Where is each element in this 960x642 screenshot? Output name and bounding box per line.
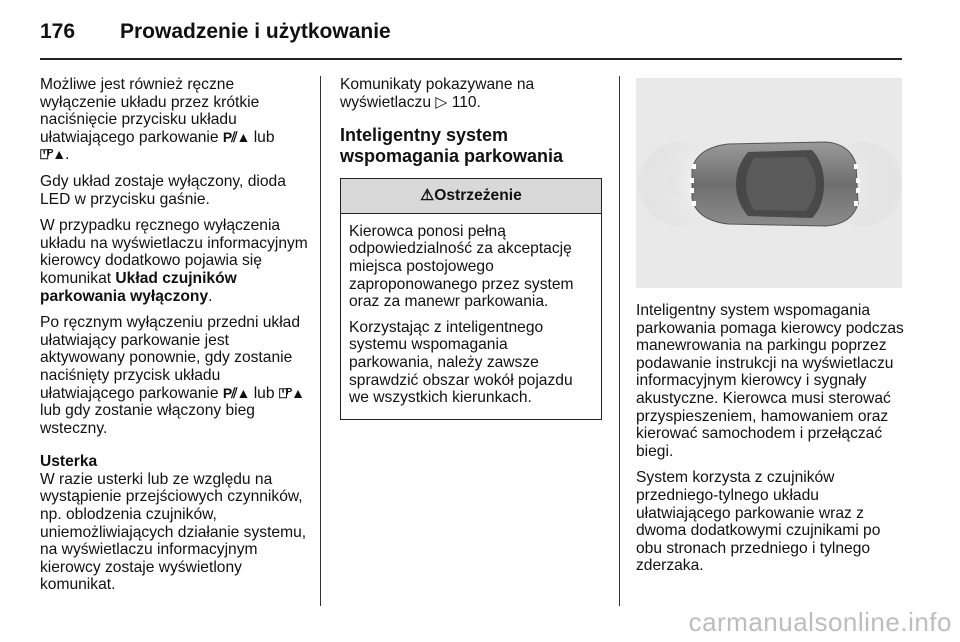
paragraph-reactivation: Po ręcznym wyłączeniu przedni układ ułatwiający parkowanie jest aktywowany ponownie, gdy zostanie naciśnięty przycisk układu ułatwiającego parkowanie P⫽▲ lub ⍞ᴾ▲ lub gdy zostanie włączony bieg wsteczny. xyxy=(40,314,305,437)
page-header xyxy=(40,14,920,50)
paragraph-sensors: System korzysta z czujników przedniego-tylnego układu ułatwiającego parkowanie wraz z dwoma dodatkowymi czujnikami po obu stronach przedniego i tylnego zderzaka. xyxy=(636,469,881,575)
paragraph-led: Gdy układ zostaje wyłączony, dioda LED w przycisku gaśnie. xyxy=(40,172,286,208)
paragraph-system-description: Inteligentny system wspomagania parkowania pomaga kierowcy podczas manewrowania na parkingu poprzez podawanie instrukcji na wyświetlaczu informacyjnym kierowcy i sygnały akustyczne. Kierowca musi sterować przyspieszeniem, hamowaniem oraz kierować samochodem i przełączać biegi. xyxy=(636,302,904,460)
car-glass xyxy=(746,157,816,211)
parking-assist-icon: P⫽▲ xyxy=(222,384,250,401)
warning-paragraph: Korzystając z inteligentnego systemu wspomagania parkowania, należy zawsze sprawdzić obszar wokół pojazdu we wszystkich kierunkach. xyxy=(349,318,573,407)
warning-paragraph: Kierowca ponosi pełną odpowiedzialność za akceptację miejsca postojowego zaproponowanego przez system oraz za manewr parkowania. xyxy=(349,222,574,311)
paragraph-intro: Komunikaty pokazywane na wyświetlaczu ▷ 110. xyxy=(340,76,535,111)
car-top-view-image xyxy=(636,78,902,288)
column-divider xyxy=(619,76,620,606)
parking-assist-icon: P⫽▲ xyxy=(222,128,250,145)
parking-sensor-icon: ⍞ᴾ▲ xyxy=(278,384,305,401)
parking-sensor-icon: ⍞ᴾ▲ xyxy=(40,146,66,163)
warning-header: ⚠Ostrzeżenie xyxy=(341,179,601,214)
parking-sensor-illustration xyxy=(636,78,902,288)
page-title: Prowadzenie i użytkowanie xyxy=(120,20,391,43)
paragraph-message: W przypadku ręcznego wyłączenia układu na wyświetlaczu informacyjnym kierowcy dodatkowo pojawia się komunikat Układ czujników parkowania wyłączony. xyxy=(40,217,308,305)
warning-box xyxy=(340,178,602,420)
page-reference-icon: ▷ xyxy=(435,93,448,111)
page-number: 176 xyxy=(40,20,76,43)
section-heading: Inteligentny system wspomagania parkowania xyxy=(340,125,564,167)
column-divider xyxy=(320,76,321,606)
column-left xyxy=(40,76,308,603)
fault-heading: Usterka xyxy=(40,453,98,471)
warning-triangle-icon: ⚠ xyxy=(420,187,435,205)
watermark: carmanualsonline.info xyxy=(688,607,952,637)
paragraph-fault: W razie usterki lub ze względu na wystąpienie przejściowych czynników, np. oblodzenia czujników, uniemożliwiających działanie systemu, na wyświetlaczu informacyjnym kierowcy zostaje wyświetlony komunikat. xyxy=(40,470,307,594)
message-text: Układ czujników parkowania wyłączony xyxy=(40,269,237,305)
column-right xyxy=(636,302,904,584)
header-divider xyxy=(40,58,902,60)
warning-body xyxy=(341,214,601,419)
column-middle xyxy=(340,76,602,420)
paragraph-manual-off: Możliwe jest również ręczne wyłączenie układu przez krótkie naciśnięcie przycisku układu ułatwiającego parkowanie P⫽▲ lub ⍞ᴾ▲. xyxy=(40,76,275,164)
